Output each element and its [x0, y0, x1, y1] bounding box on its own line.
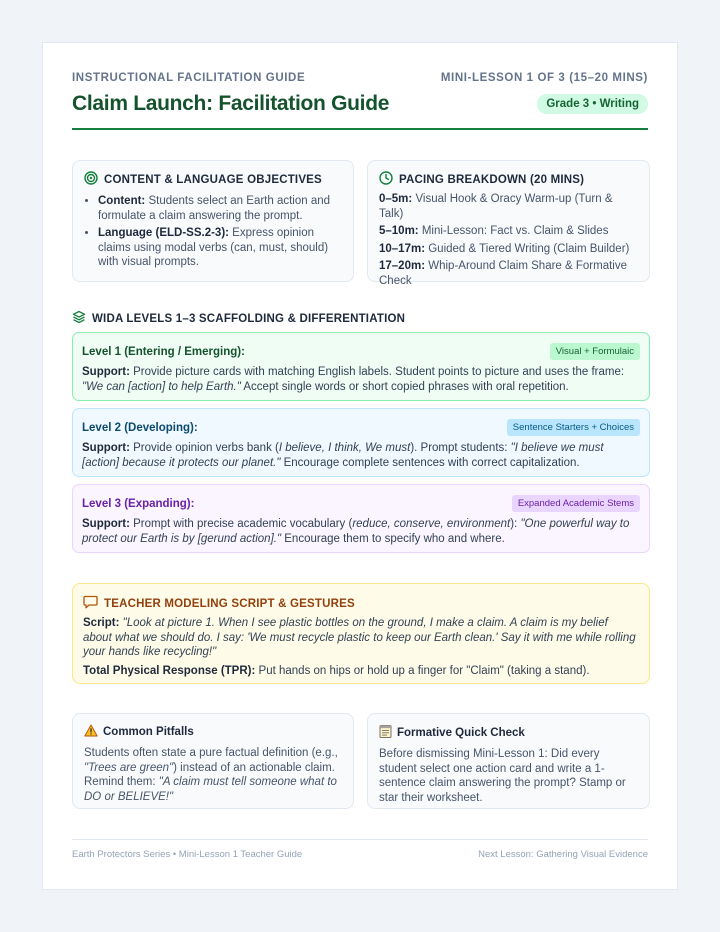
- level-1-title: Level 1 (Entering / Emerging):: [82, 345, 245, 358]
- list-item: [379, 192, 638, 221]
- quick-check-card: [367, 713, 650, 809]
- support-text: Provide opinion verbs bank (: [129, 442, 279, 454]
- support-frame: "One powerful way to protect our Earth is by [gerund action].": [82, 518, 630, 545]
- support-verbs: I believe, I think, We must: [278, 442, 411, 454]
- support-frame: "I believe we must [action] because it protects our planet.": [82, 442, 604, 469]
- support-label: Support:: [82, 518, 130, 530]
- level-2-title: Level 2 (Developing):: [82, 421, 198, 434]
- guide-eyebrow: INSTRUCTIONAL FACILITATION GUIDE: [72, 72, 306, 84]
- footer: [72, 849, 648, 860]
- grade-badge: Grade 3 • Writing: [537, 94, 648, 114]
- pacing-list: [379, 192, 638, 288]
- level-3-badge: Expanded Academic Stems: [512, 495, 640, 512]
- list-item: [379, 224, 638, 239]
- objectives-heading: [84, 171, 342, 188]
- pitfalls-heading-text: Common Pitfalls: [103, 726, 194, 738]
- quick-check-heading: [379, 724, 638, 741]
- modeling-heading: [83, 595, 639, 612]
- level-3-top: [82, 495, 640, 512]
- support-frame: "We can [action] to help Earth.": [82, 380, 241, 393]
- guide-page: [42, 42, 678, 890]
- list-item: [98, 226, 342, 270]
- pitfalls-card: [72, 713, 354, 809]
- pacing-time: 17–20m:: [379, 260, 426, 272]
- pacing-text: Mini-Lesson: Fact vs. Claim & Slides: [418, 225, 609, 237]
- support-label: Support:: [82, 442, 130, 454]
- tpr-label: Total Physical Response (TPR):: [83, 664, 256, 677]
- layers-icon: [72, 310, 86, 327]
- pitfalls-text: [84, 746, 342, 804]
- support-text: Provide picture cards with matching English labels. Student points to picture and uses the frame:: [129, 366, 625, 378]
- pacing-heading: [379, 171, 638, 188]
- page-title: Claim Launch: Facilitation Guide: [72, 92, 390, 115]
- tpr-text: Put hands on hips or hold up a finger for "Claim" (taking a stand).: [255, 664, 590, 677]
- footer-divider: [72, 839, 648, 840]
- objective-label: Language (ELD-SS.2-3):: [98, 227, 229, 239]
- list-item: [379, 259, 638, 288]
- level-3-support: [82, 517, 640, 546]
- objectives-heading-text: CONTENT & LANGUAGE OBJECTIVES: [104, 173, 322, 186]
- pacing-heading-text: PACING BREAKDOWN (20 MINS): [399, 173, 585, 186]
- title-row: [72, 91, 648, 117]
- objective-label: Content:: [98, 195, 146, 207]
- support-vocab: reduce, conserve, environment: [352, 518, 511, 530]
- script-text: "Look at picture 1. When I see plastic bottles on the ground, I make a claim. A claim is my belief about what we should do. I say: 'We must recycle plastic to keep our Earth clean.' Say it with me while rolling your hands like recycling!": [83, 617, 636, 658]
- modeling-tpr: [83, 664, 639, 679]
- list-item: [379, 242, 638, 257]
- objective-text: Students select an Earth action and formulate a claim answering the prompt.: [98, 195, 331, 222]
- scaffolding-heading-text: WIDA LEVELS 1–3 SCAFFOLDING & DIFFERENTIATION: [92, 312, 406, 325]
- objective-text: Express opinion claims using modal verbs (can, must, should) with visual prompts.: [98, 227, 329, 268]
- footer-series: Earth Protectors Series • Mini-Lesson 1 Teacher Guide: [72, 849, 303, 860]
- pitfalls-reminder: "A claim must tell someone what to DO or BELIEVE!": [84, 776, 337, 803]
- pitfalls-part: Students often state a pure factual definition (e.g.,: [84, 747, 338, 759]
- warning-icon: [84, 724, 98, 740]
- speech-bubble-icon: [83, 595, 98, 612]
- level-2-top: [82, 419, 640, 436]
- pacing-time: 0–5m:: [379, 193, 413, 205]
- script-label: Script:: [83, 617, 120, 629]
- level-1-top: [82, 343, 640, 360]
- modeling-card: [72, 583, 650, 684]
- level-2-badge: Sentence Starters + Choices: [507, 419, 640, 436]
- pitfalls-example: "Trees are green": [84, 761, 174, 774]
- support-label: Support:: [82, 366, 130, 378]
- notepad-icon: [379, 724, 392, 741]
- level-1-support: [82, 365, 640, 394]
- level-1-card: [72, 332, 650, 401]
- pacing-text: Guided & Tiered Writing (Claim Builder): [425, 242, 630, 255]
- support-text: Encourage complete sentences with correct capitalization.: [280, 456, 580, 469]
- header-top: [72, 72, 648, 84]
- modeling-script: [83, 616, 639, 660]
- pitfalls-part: ) instead of an actionable claim. Remind them:: [84, 761, 335, 788]
- clock-icon: [379, 171, 393, 188]
- level-3-card: [72, 484, 650, 553]
- scaffolding-heading: [72, 310, 405, 327]
- title-divider: [72, 128, 648, 130]
- support-text: Encourage them to specify who and where.: [281, 532, 505, 545]
- quick-check-text: Before dismissing Mini-Lesson 1: Did every student select one action card and write a 1-sentence claim answering the prompt? Stamp or star their worksheet.: [379, 748, 626, 804]
- list-item: [98, 194, 342, 223]
- pacing-time: 10–17m:: [379, 242, 426, 255]
- quick-check-heading-text: Formative Quick Check: [397, 726, 525, 739]
- level-2-card: [72, 408, 650, 477]
- level-1-badge: Visual + Formulaic: [550, 343, 640, 360]
- objectives-list: [84, 194, 342, 270]
- pacing-text: Visual Hook & Oracy Warm-up (Turn & Talk): [379, 193, 613, 220]
- level-3-title: Level 3 (Expanding):: [82, 497, 195, 510]
- pacing-text: Whip-Around Claim Share & Formative Check: [379, 260, 628, 287]
- level-2-support: [82, 441, 640, 470]
- support-text: ):: [510, 518, 521, 530]
- pacing-card: [367, 160, 650, 287]
- objectives-card: [72, 160, 354, 282]
- modeling-heading-text: TEACHER MODELING SCRIPT & GESTURES: [104, 597, 355, 610]
- lesson-tag: MINI-LESSON 1 OF 3 (15–20 MINS): [440, 72, 648, 84]
- support-text: Accept single words or short copied phrases with oral repetition.: [240, 380, 569, 393]
- target-icon: [84, 171, 98, 188]
- support-text: ). Prompt students:: [410, 442, 511, 454]
- pacing-time: 5–10m:: [379, 225, 419, 237]
- footer-next-lesson: Next Lesson: Gathering Visual Evidence: [478, 849, 648, 860]
- pitfalls-heading: [84, 724, 342, 740]
- support-text: Prompt with precise academic vocabulary (: [129, 518, 353, 530]
